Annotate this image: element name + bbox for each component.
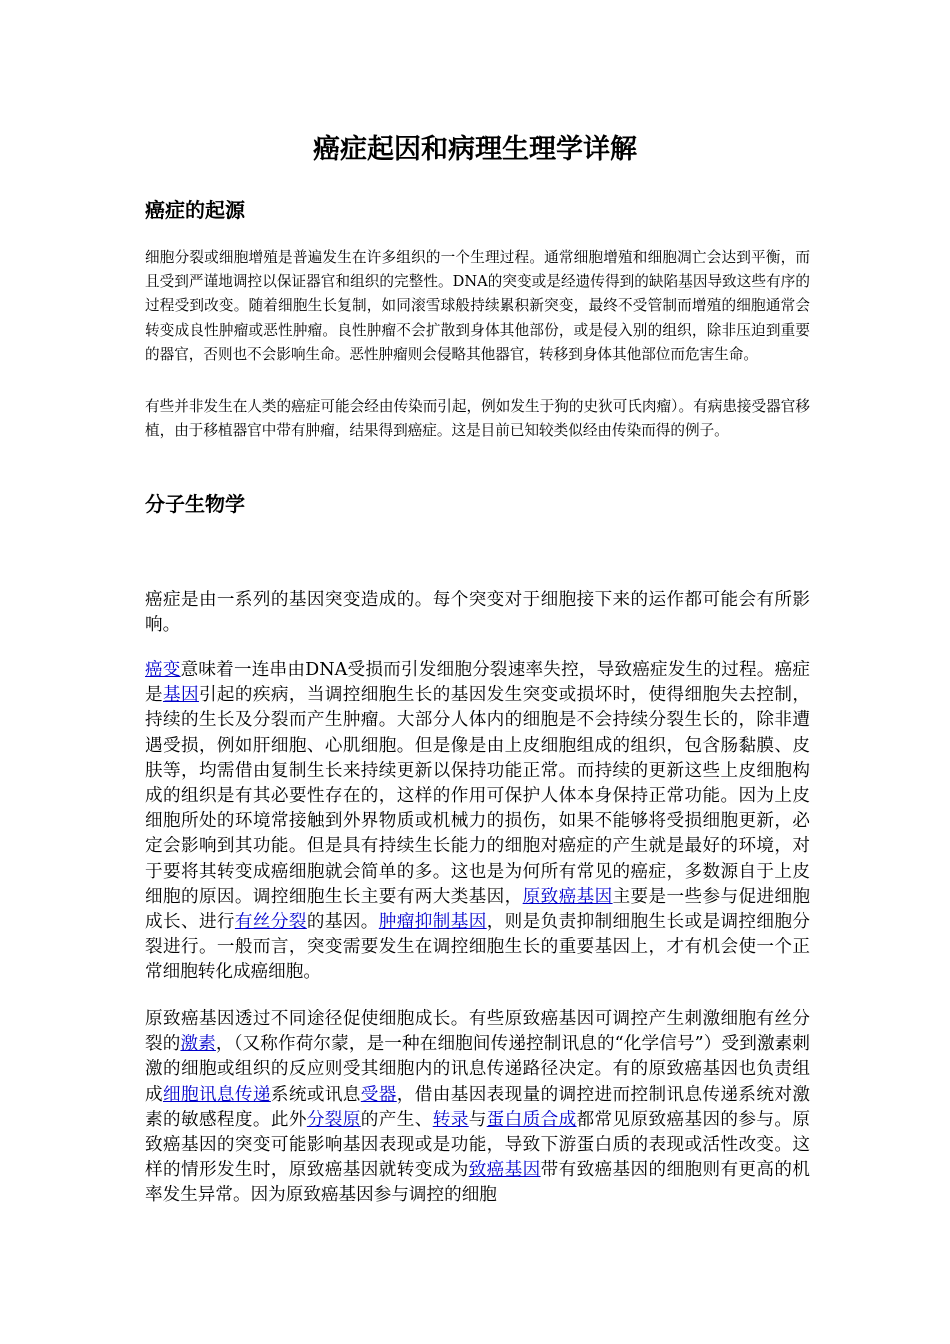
- text-span: 与: [468, 1109, 487, 1130]
- link-proto-oncogene[interactable]: 原致癌基因: [522, 886, 613, 907]
- link-hormone[interactable]: 激素: [180, 1034, 216, 1055]
- text-span: 意味着一连串由DNA受损而引发细胞分裂速率失控，导致癌症发生的过程。癌症是: [145, 660, 810, 706]
- link-oncogene[interactable]: 致癌基因: [468, 1160, 541, 1181]
- link-cell-signaling[interactable]: 细胞讯息传递: [162, 1084, 271, 1105]
- link-gene[interactable]: 基因: [162, 685, 199, 706]
- link-receptor[interactable]: 受器: [360, 1084, 397, 1105]
- link-carcinogenesis[interactable]: 癌变: [145, 660, 181, 680]
- text-span: 都常见原致癌基因的参与。原致癌基因的突变可能影响基因表现或是功能，导致下游蛋白质的表现或活性改变。这样的情形发生时，原致癌基因就转变成为: [145, 1109, 810, 1181]
- text-span: 引起的疾病，当调控细胞生长的基因发生突变或损坏时，使得细胞失去控制，持续的生长及分裂而产生肿瘤。大部分人体内的细胞是不会持续分裂生长的，除非遭遇受损，例如肝细胞、心肌细胞。但是像是由上皮细胞组成的组织，包含肠黏膜、皮肤等，均需借由复制生长来持续更新以保持功能正常。而持续的更新这些上皮细胞构成的组织是有其必要性存在的，这样的作用可保护人体本身保持正常功能。因为上皮细胞所处的环境常接触到外界物质或机械力的损伤，如果不能够将受损细胞更新，必定会影响到其功能。但是具有持续生长能力的细胞对癌症的产生就是最好的环境，对于要将其转变成癌细胞就会简单的多。这也是为何所有常见的癌症，多数源自于上皮细胞的原因。调控细胞生长主要有两大类基因，: [145, 685, 810, 907]
- text-span: ，则是负责抑制细胞生长或是调控细胞分裂进行。一般而言，突变需要发生在调控细胞生长的重要基因上，才有机会使一个正常细胞转化成癌细胞。: [145, 912, 810, 983]
- text-span: 原致癌基因透过不同途径促使细胞成长。有些原致癌基因可调控产生刺激细胞有丝分裂的: [145, 1009, 810, 1055]
- paragraph-molecular-2: [145, 658, 810, 986]
- paragraph-molecular-3: [145, 1007, 810, 1209]
- paragraph-origin-2: 有些并非发生在人类的癌症可能会经由传染而引起，例如发生于狗的史狄可氏肉瘤）。有病患接受器官移植，由于移植器官中带有肿瘤，结果得到癌症。这是目前已知较类似经由传染而得的例子。: [145, 398, 810, 440]
- link-tumor-suppressor-gene[interactable]: 肿瘤抑制基因: [378, 912, 487, 933]
- paragraph-molecular-1: 癌症是由一系列的基因突变造成的。每个突变对于细胞接下来的运作都可能会有所影响。: [145, 590, 810, 636]
- text-span: 的产生、: [360, 1109, 433, 1130]
- text-span: ，借由基因表现量的调控进而控制讯息传递系统对激素的敏感程度。此外: [145, 1084, 810, 1130]
- link-mitogen[interactable]: 分裂原: [306, 1109, 361, 1130]
- document-title: 癌症起因和病理生理学详解: [313, 134, 637, 165]
- text-span: 的基因。: [306, 912, 379, 933]
- section-heading-origin: 癌症的起源: [145, 198, 245, 222]
- link-transcription[interactable]: 转录: [432, 1109, 469, 1130]
- text-span: 系统或讯息: [270, 1084, 361, 1105]
- section-heading-molecular-biology: 分子生物学: [145, 492, 245, 516]
- text-span: 主要是一些参与促进细胞成长、进行: [145, 886, 810, 933]
- text-span: 带有致癌基因的细胞则有更高的机率发生异常。因为原致癌基因参与调控的细胞: [145, 1160, 810, 1206]
- paragraph-origin-1: 细胞分裂或细胞增殖是普遍发生在许多组织的一个生理过程。通常细胞增殖和细胞凋亡会达到平衡，而且受到严谨地调控以保证器官和组织的完整性。DNA的突变或是经遗传得到的缺陷基因导致这些有序的过程受到改变。随着细胞生长复制，如同滚雪球般持续累积新突变，最终不受管制而增殖的细胞通常会转变成良性肿瘤或恶性肿瘤。良性肿瘤不会扩散到身体其他部份，或是侵入别的组织，除非压迫到重要的器官，否则也不会影响生命。恶性肿瘤则会侵略其他器官，转移到身体其他部位而危害生命。: [145, 249, 810, 363]
- link-mitosis[interactable]: 有丝分裂: [234, 912, 307, 933]
- text-span: ，（又称作荷尔蒙，是一种在细胞间传递控制讯息的“化学信号”）受到激素刺激的细胞或组织的反应则受其细胞内的讯息传递路径决定。有的原致癌基因也负责组成: [145, 1034, 810, 1105]
- link-protein-synthesis[interactable]: 蛋白质合成: [486, 1109, 577, 1130]
